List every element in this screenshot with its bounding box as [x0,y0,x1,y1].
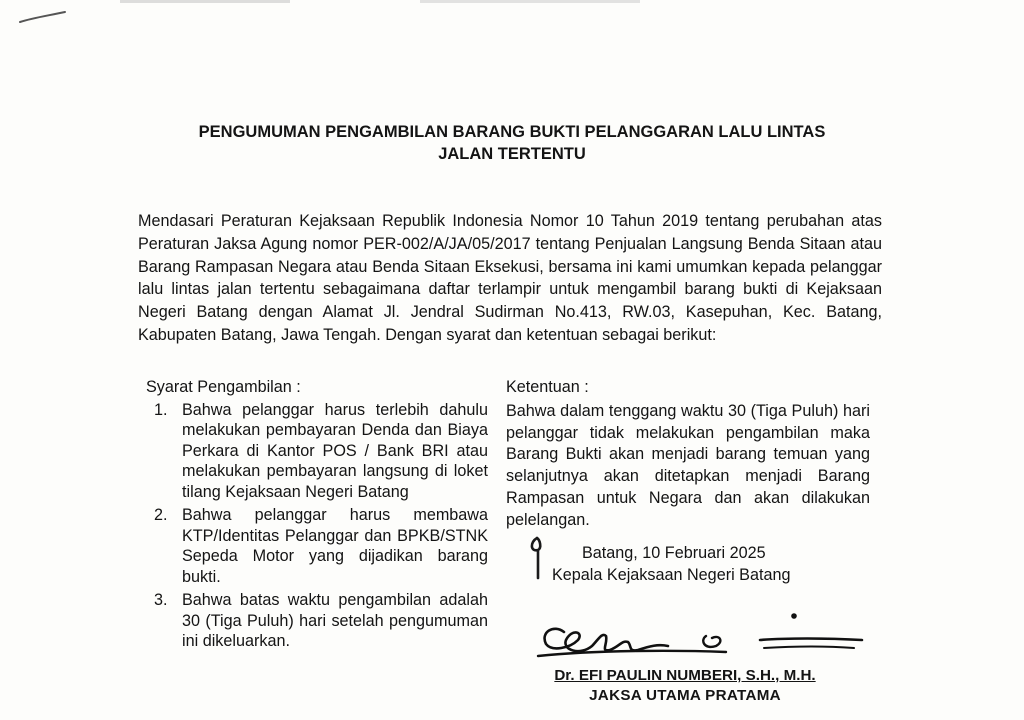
pen-stroke-mark [18,8,68,26]
item-text: Bahwa pelanggar harus terlebih dahulu melakukan pembayaran Denda dan Biaya Perkara di Kantor POS / Bank BRI atau melakukan pembayaran langsung di loket tilang Kejaksaan Negeri Batang [182,400,488,501]
provisions-text: Bahwa dalam tenggang waktu 30 (Tiga Puluh) hari pelanggar tidak melakukan pengambilan maka Barang Bukti akan menjadi barang temuan yang selanjutnya akan ditetapkan menjadi Barang Rampasan untuk Negara dan akan dilakukan pelelangan. [506,401,870,529]
signer-rank: JAKSA UTAMA PRATAMA [589,687,781,704]
place-date: Batang, 10 Februari 2025 [582,544,766,562]
intro-paragraph: Mendasari Peraturan Kejaksaan Republik Indonesia Nomor 10 Tahun 2019 tentang perubahan atas Peraturan Jaksa Agung nomor PER-002/A/JA/05/2017 tentang Penjualan Langsung Benda Sitaan atau Barang Rampasan Negara atau Benda Sitaan Eksekusi, bersama ini kami umumkan kepada pelanggar lalu lintas jalan tertentu sebagaimana daftar terlampir untuk mengambil barang bukti di Kejaksaan Negeri Batang dengan Alamat Jl. Jendral Sudirman No.413, RW.03, Kasepuhan, Kec. Batang, Kabupaten Batang, Jawa Tengah. Dengan syarat dan ketentuan sebagai berikut: [138,212,882,344]
title-line-1: PENGUMUMAN PENGAMBILAN BARANG BUKTI PELANGGARAN LALU LINTAS [198,123,826,141]
closing-block [536,542,856,586]
item-text: Bahwa pelanggar harus membawa KTP/Identitas Pelanggar dan BPKB/STNK Sepeda Motor yang dijadikan barang bukti. [182,506,488,586]
title-line-2: JALAN TERTENTU [438,145,586,163]
list-item [146,590,488,652]
requirements-heading: Syarat Pengambilan : [146,378,301,396]
handwritten-signature [536,610,866,668]
requirements-list [146,400,488,652]
item-number: 2. [154,506,168,524]
item-text: Bahwa batas waktu pengambilan adalah 30 (Tiga Puluh) hari setelah pengumuman ini dikeluarkan. [182,591,488,650]
item-number: 1. [154,400,168,419]
item-number: 3. [154,591,168,609]
list-item [146,400,488,503]
signer-office: Kepala Kejaksaan Negeri Batang [552,566,791,584]
scan-top-edge [0,0,1024,3]
signer-block [480,666,890,706]
requirements-section [146,377,488,655]
provisions-heading: Ketentuan : [506,378,589,396]
document-title [0,121,1024,165]
provisions-section [506,377,870,532]
list-item [146,505,488,587]
signer-name: Dr. EFI PAULIN NUMBERI, S.H., M.H. [554,667,816,684]
